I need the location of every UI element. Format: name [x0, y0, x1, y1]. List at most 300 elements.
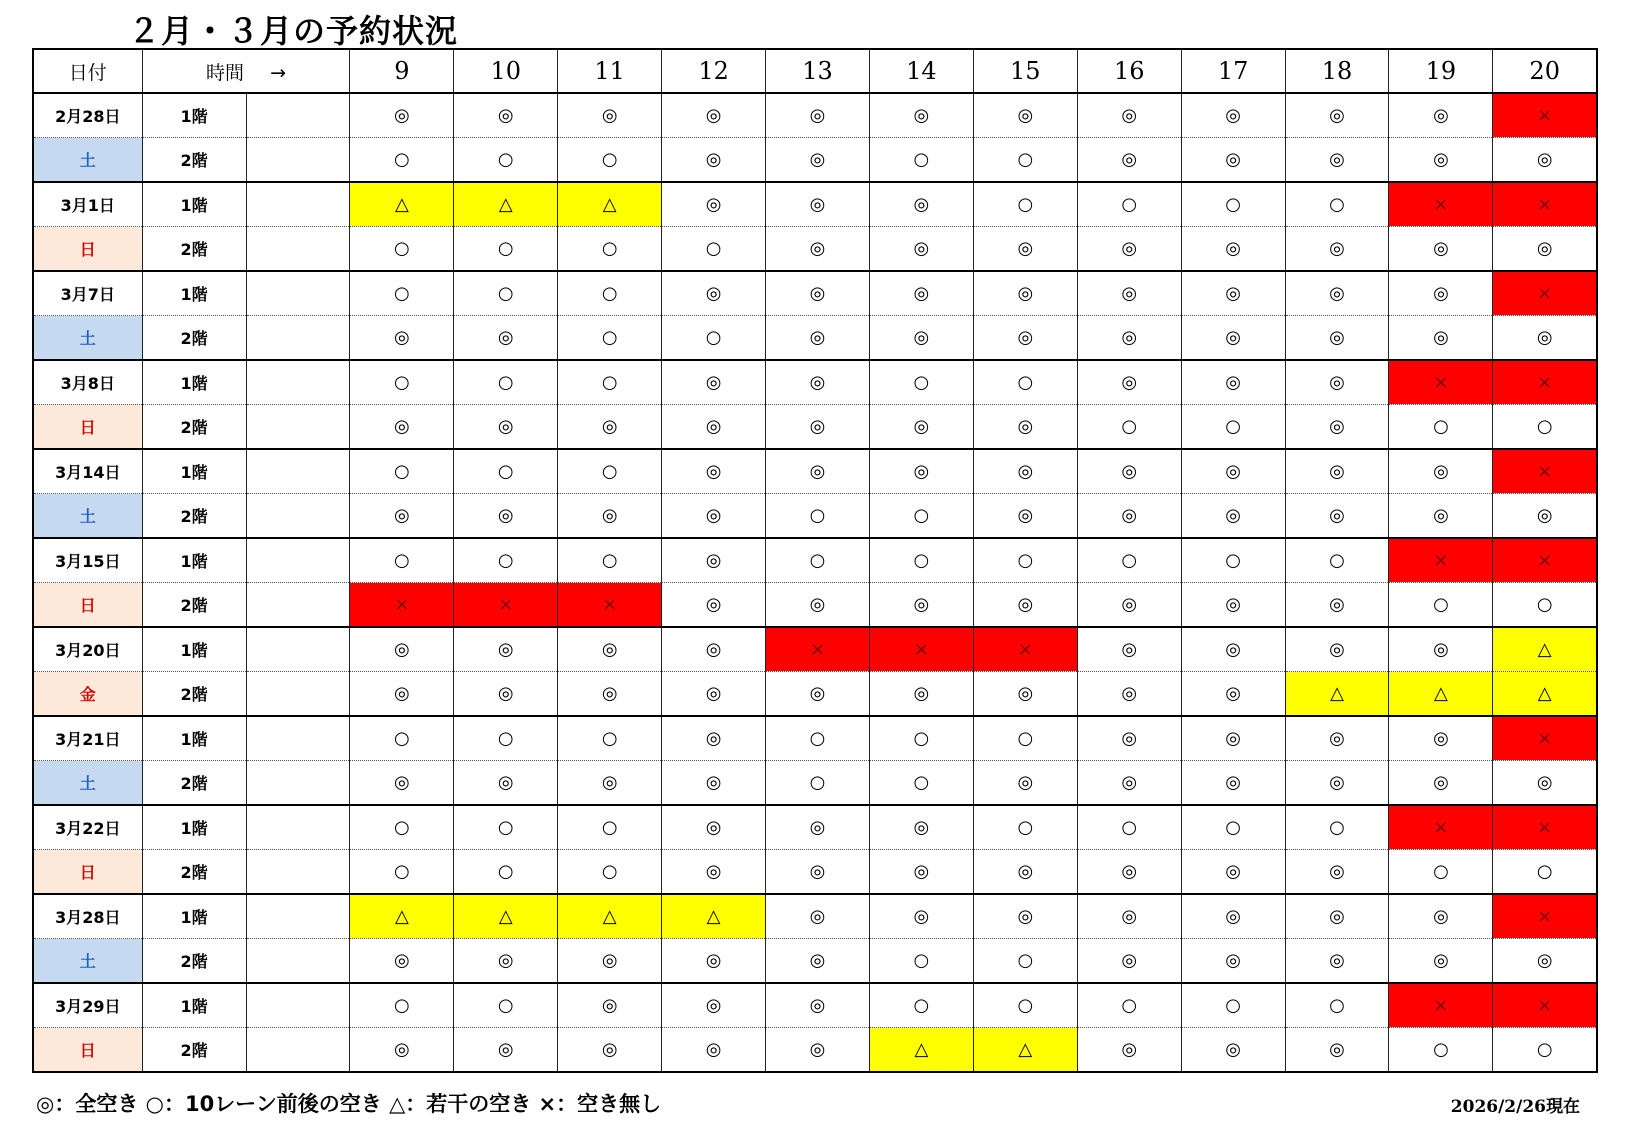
- availability-cell: ◎: [1493, 227, 1597, 272]
- availability-cell: ◎: [662, 672, 766, 717]
- availability-cell: ◎: [766, 894, 870, 939]
- weekday-cell: 土: [33, 316, 142, 361]
- availability-cell: △: [1493, 627, 1597, 672]
- availability-cell: ◎: [869, 850, 973, 895]
- availability-cell: ○: [558, 138, 662, 183]
- schedule-row: [33, 894, 1597, 939]
- availability-cell: ○: [766, 494, 870, 539]
- availability-cell: ×: [1389, 805, 1493, 850]
- availability-cell: ◎: [454, 939, 558, 984]
- reservation-table: [32, 48, 1598, 1073]
- schedule-row: [33, 227, 1597, 272]
- availability-cell: ◎: [1181, 939, 1285, 984]
- availability-cell: ○: [558, 805, 662, 850]
- availability-cell: ◎: [973, 405, 1077, 450]
- spacer-cell: [246, 805, 350, 850]
- availability-cell: ◎: [1181, 316, 1285, 361]
- floor-cell: 2階: [142, 672, 246, 717]
- availability-cell: ◎: [766, 583, 870, 628]
- floor-cell: 2階: [142, 1028, 246, 1073]
- availability-cell: △: [558, 894, 662, 939]
- availability-cell: ◎: [1181, 672, 1285, 717]
- availability-cell: ○: [454, 805, 558, 850]
- availability-cell: ○: [973, 138, 1077, 183]
- schedule-row: [33, 939, 1597, 984]
- availability-cell: △: [1389, 672, 1493, 717]
- time-label: 時間: [206, 61, 245, 84]
- hour-header: 9: [350, 49, 454, 93]
- availability-cell: ◎: [1285, 1028, 1389, 1073]
- availability-cell: ◎: [1077, 761, 1181, 806]
- hour-header: 14: [869, 49, 973, 93]
- availability-cell: ◎: [1077, 271, 1181, 316]
- availability-cell: △: [1285, 672, 1389, 717]
- weekday-cell: 土: [33, 761, 142, 806]
- availability-cell: ◎: [1181, 93, 1285, 138]
- hour-header: 12: [662, 49, 766, 93]
- availability-cell: ○: [1181, 538, 1285, 583]
- availability-cell: ◎: [1077, 939, 1181, 984]
- hour-header: 19: [1389, 49, 1493, 93]
- availability-cell: ○: [1493, 1028, 1597, 1073]
- availability-cell: ○: [1389, 850, 1493, 895]
- availability-cell: ○: [766, 538, 870, 583]
- schedule-row: [33, 449, 1597, 494]
- availability-cell: ◎: [766, 316, 870, 361]
- availability-cell: ○: [350, 271, 454, 316]
- availability-cell: ○: [869, 138, 973, 183]
- availability-cell: ◎: [1389, 93, 1493, 138]
- schedule-row: [33, 672, 1597, 717]
- availability-cell: ◎: [1181, 850, 1285, 895]
- availability-cell: ◎: [1389, 316, 1493, 361]
- schedule-row: [33, 138, 1597, 183]
- availability-cell: ◎: [662, 1028, 766, 1073]
- availability-cell: ×: [766, 627, 870, 672]
- availability-cell: ◎: [1285, 939, 1389, 984]
- availability-cell: ○: [1077, 538, 1181, 583]
- availability-cell: ○: [766, 761, 870, 806]
- availability-cell: ◎: [1493, 494, 1597, 539]
- availability-cell: ◎: [558, 494, 662, 539]
- availability-cell: ○: [973, 983, 1077, 1028]
- availability-cell: ○: [1285, 805, 1389, 850]
- availability-cell: ◎: [973, 672, 1077, 717]
- availability-cell: ◎: [766, 93, 870, 138]
- availability-cell: ○: [454, 716, 558, 761]
- floor-cell: 1階: [142, 360, 246, 405]
- availability-cell: ◎: [869, 227, 973, 272]
- availability-cell: ◎: [350, 1028, 454, 1073]
- availability-cell: ○: [1285, 182, 1389, 227]
- schedule-row: [33, 360, 1597, 405]
- availability-cell: ○: [558, 716, 662, 761]
- availability-cell: ◎: [558, 939, 662, 984]
- page-title: ２月・３月の予約状況: [128, 12, 459, 50]
- availability-cell: ○: [350, 983, 454, 1028]
- weekday-cell: 日: [33, 850, 142, 895]
- availability-cell: ◎: [1077, 449, 1181, 494]
- availability-cell: ○: [1493, 405, 1597, 450]
- availability-cell: ○: [1077, 983, 1181, 1028]
- availability-cell: ◎: [1077, 93, 1181, 138]
- availability-cell: ◎: [1389, 939, 1493, 984]
- availability-cell: ◎: [973, 227, 1077, 272]
- availability-cell: ◎: [1077, 850, 1181, 895]
- availability-cell: ○: [558, 360, 662, 405]
- header-row: [33, 49, 1597, 93]
- availability-cell: ◎: [766, 805, 870, 850]
- floor-cell: 2階: [142, 227, 246, 272]
- availability-cell: ×: [1493, 271, 1597, 316]
- floor-cell: 1階: [142, 271, 246, 316]
- schedule-row: [33, 405, 1597, 450]
- spacer-cell: [246, 405, 350, 450]
- schedule-row: [33, 538, 1597, 583]
- weekday-cell: 金: [33, 672, 142, 717]
- spacer-cell: [246, 449, 350, 494]
- availability-cell: ×: [350, 583, 454, 628]
- availability-cell: ×: [1389, 182, 1493, 227]
- availability-cell: ◎: [1181, 716, 1285, 761]
- availability-cell: △: [350, 894, 454, 939]
- availability-cell: ◎: [1389, 761, 1493, 806]
- spacer-cell: [246, 1028, 350, 1073]
- availability-cell: ◎: [662, 271, 766, 316]
- availability-cell: ◎: [454, 494, 558, 539]
- availability-cell: ◎: [766, 138, 870, 183]
- availability-cell: ○: [558, 227, 662, 272]
- availability-cell: ◎: [766, 1028, 870, 1073]
- spacer-cell: [246, 93, 350, 138]
- availability-cell: ◎: [1077, 227, 1181, 272]
- availability-cell: ◎: [1285, 494, 1389, 539]
- spacer-cell: [246, 672, 350, 717]
- floor-cell: 1階: [142, 627, 246, 672]
- spacer-cell: [246, 538, 350, 583]
- floor-cell: 2階: [142, 850, 246, 895]
- date-cell: 3月14日: [33, 449, 142, 494]
- availability-cell: ◎: [1077, 672, 1181, 717]
- availability-cell: ×: [1493, 93, 1597, 138]
- availability-cell: ◎: [869, 583, 973, 628]
- availability-cell: ◎: [350, 93, 454, 138]
- availability-cell: △: [454, 182, 558, 227]
- schedule-row: [33, 761, 1597, 806]
- floor-cell: 1階: [142, 716, 246, 761]
- weekday-cell: 日: [33, 405, 142, 450]
- hour-header: 20: [1493, 49, 1597, 93]
- availability-cell: ◎: [1077, 1028, 1181, 1073]
- floor-cell: 1階: [142, 93, 246, 138]
- availability-cell: ◎: [662, 538, 766, 583]
- availability-cell: ◎: [869, 405, 973, 450]
- availability-cell: ○: [558, 850, 662, 895]
- date-cell: 3月21日: [33, 716, 142, 761]
- availability-cell: ◎: [973, 271, 1077, 316]
- availability-cell: ◎: [662, 805, 766, 850]
- availability-cell: △: [350, 182, 454, 227]
- availability-cell: ○: [1181, 182, 1285, 227]
- as-of-date: 2026/2/26現在: [1450, 1097, 1580, 1117]
- weekday-cell: 土: [33, 494, 142, 539]
- availability-cell: ◎: [973, 583, 1077, 628]
- schedule-row: [33, 805, 1597, 850]
- availability-cell: ◎: [350, 672, 454, 717]
- weekday-cell: 日: [33, 227, 142, 272]
- availability-cell: ◎: [1181, 761, 1285, 806]
- availability-cell: ◎: [350, 627, 454, 672]
- schedule-row: [33, 627, 1597, 672]
- availability-cell: ○: [454, 983, 558, 1028]
- availability-cell: ×: [1389, 360, 1493, 405]
- schedule-row: [33, 716, 1597, 761]
- availability-cell: ○: [1077, 805, 1181, 850]
- availability-cell: ◎: [869, 805, 973, 850]
- date-cell: 3月1日: [33, 182, 142, 227]
- floor-cell: 2階: [142, 316, 246, 361]
- availability-cell: ◎: [1285, 227, 1389, 272]
- schedule-body: [33, 93, 1597, 1072]
- arrow-right-icon: →: [270, 61, 286, 84]
- schedule-row: [33, 850, 1597, 895]
- availability-cell: ○: [350, 850, 454, 895]
- availability-cell: ○: [869, 939, 973, 984]
- availability-cell: ◎: [869, 449, 973, 494]
- date-cell: 3月22日: [33, 805, 142, 850]
- availability-cell: ◎: [1181, 894, 1285, 939]
- availability-cell: ×: [1493, 894, 1597, 939]
- availability-cell: △: [558, 182, 662, 227]
- availability-cell: ○: [454, 449, 558, 494]
- availability-cell: ◎: [1077, 494, 1181, 539]
- availability-cell: ◎: [1077, 138, 1181, 183]
- spacer-cell: [246, 716, 350, 761]
- floor-cell: 1階: [142, 805, 246, 850]
- availability-cell: ◎: [1285, 316, 1389, 361]
- availability-cell: ◎: [350, 494, 454, 539]
- availability-cell: ◎: [1285, 405, 1389, 450]
- availability-cell: ○: [350, 538, 454, 583]
- date-cell: 3月7日: [33, 271, 142, 316]
- availability-cell: ◎: [454, 1028, 558, 1073]
- availability-cell: ◎: [558, 672, 662, 717]
- availability-cell: ◎: [869, 894, 973, 939]
- availability-cell: ◎: [766, 850, 870, 895]
- availability-cell: △: [454, 894, 558, 939]
- schedule-row: [33, 93, 1597, 138]
- availability-cell: ○: [1493, 583, 1597, 628]
- availability-cell: ◎: [1493, 939, 1597, 984]
- availability-cell: ×: [973, 627, 1077, 672]
- schedule-row: [33, 316, 1597, 361]
- availability-cell: ◎: [1181, 1028, 1285, 1073]
- schedule-row: [33, 494, 1597, 539]
- availability-cell: ○: [1181, 983, 1285, 1028]
- availability-cell: ◎: [1181, 360, 1285, 405]
- availability-cell: ◎: [558, 627, 662, 672]
- availability-cell: ○: [1181, 805, 1285, 850]
- availability-cell: ◎: [350, 316, 454, 361]
- spacer-cell: [246, 627, 350, 672]
- availability-cell: ◎: [1285, 894, 1389, 939]
- availability-cell: ◎: [1285, 716, 1389, 761]
- hour-header: 11: [558, 49, 662, 93]
- availability-cell: ○: [454, 360, 558, 405]
- availability-cell: ○: [1389, 405, 1493, 450]
- floor-cell: 1階: [142, 983, 246, 1028]
- availability-cell: ○: [558, 316, 662, 361]
- availability-cell: ○: [973, 182, 1077, 227]
- availability-cell: ◎: [869, 182, 973, 227]
- availability-cell: ○: [1285, 983, 1389, 1028]
- hour-header: 15: [973, 49, 1077, 93]
- availability-cell: ×: [1493, 538, 1597, 583]
- availability-cell: ◎: [1077, 316, 1181, 361]
- spacer-cell: [246, 850, 350, 895]
- spacer-cell: [246, 271, 350, 316]
- availability-cell: ◎: [766, 227, 870, 272]
- availability-cell: ◎: [973, 316, 1077, 361]
- availability-cell: ◎: [766, 405, 870, 450]
- availability-cell: ○: [350, 138, 454, 183]
- availability-cell: ◎: [1389, 449, 1493, 494]
- availability-cell: △: [1493, 672, 1597, 717]
- availability-cell: ◎: [1389, 138, 1493, 183]
- availability-cell: ◎: [1181, 227, 1285, 272]
- floor-cell: 2階: [142, 494, 246, 539]
- availability-cell: ◎: [1285, 138, 1389, 183]
- availability-cell: ◎: [1493, 761, 1597, 806]
- floor-cell: 1階: [142, 449, 246, 494]
- availability-cell: ◎: [1389, 271, 1493, 316]
- hour-header: 17: [1181, 49, 1285, 93]
- availability-cell: ◎: [1285, 360, 1389, 405]
- availability-cell: ◎: [662, 627, 766, 672]
- availability-cell: ○: [869, 494, 973, 539]
- availability-cell: ◎: [662, 360, 766, 405]
- availability-cell: ◎: [973, 894, 1077, 939]
- availability-cell: ○: [454, 850, 558, 895]
- availability-cell: ◎: [1285, 449, 1389, 494]
- availability-cell: ◎: [1285, 627, 1389, 672]
- date-cell: 3月29日: [33, 983, 142, 1028]
- weekday-cell: 土: [33, 939, 142, 984]
- availability-cell: ○: [973, 939, 1077, 984]
- availability-cell: ◎: [558, 405, 662, 450]
- availability-cell: ◎: [454, 93, 558, 138]
- availability-cell: ○: [558, 538, 662, 583]
- availability-cell: ◎: [1181, 627, 1285, 672]
- availability-cell: ◎: [1181, 138, 1285, 183]
- availability-cell: ○: [869, 716, 973, 761]
- availability-cell: ○: [1077, 405, 1181, 450]
- schedule-row: [33, 983, 1597, 1028]
- spacer-cell: [246, 227, 350, 272]
- availability-cell: ×: [558, 583, 662, 628]
- availability-cell: ◎: [869, 672, 973, 717]
- availability-cell: ◎: [1493, 138, 1597, 183]
- date-cell: 3月28日: [33, 894, 142, 939]
- availability-cell: ◎: [662, 939, 766, 984]
- availability-cell: ◎: [350, 939, 454, 984]
- availability-cell: ◎: [1181, 583, 1285, 628]
- availability-cell: ×: [1493, 983, 1597, 1028]
- availability-cell: ○: [973, 805, 1077, 850]
- availability-cell: ×: [454, 583, 558, 628]
- availability-cell: ◎: [662, 761, 766, 806]
- time-column-header: [142, 49, 350, 93]
- availability-cell: ◎: [766, 983, 870, 1028]
- availability-cell: ○: [454, 538, 558, 583]
- availability-cell: ◎: [766, 360, 870, 405]
- availability-cell: ◎: [1285, 761, 1389, 806]
- availability-cell: ◎: [558, 761, 662, 806]
- spacer-cell: [246, 316, 350, 361]
- availability-cell: ◎: [454, 316, 558, 361]
- floor-cell: 2階: [142, 761, 246, 806]
- availability-cell: ◎: [1285, 583, 1389, 628]
- availability-cell: ◎: [973, 850, 1077, 895]
- availability-cell: ◎: [1181, 449, 1285, 494]
- availability-cell: ◎: [1077, 627, 1181, 672]
- floor-cell: 2階: [142, 939, 246, 984]
- schedule-row: [33, 583, 1597, 628]
- availability-cell: ◎: [766, 939, 870, 984]
- availability-cell: ◎: [350, 405, 454, 450]
- date-cell: 2月28日: [33, 93, 142, 138]
- availability-cell: ×: [1493, 182, 1597, 227]
- availability-cell: ◎: [662, 716, 766, 761]
- hour-header: 18: [1285, 49, 1389, 93]
- availability-cell: ◎: [973, 449, 1077, 494]
- availability-cell: ×: [1389, 538, 1493, 583]
- availability-cell: ◎: [558, 983, 662, 1028]
- availability-cell: ◎: [1285, 850, 1389, 895]
- availability-cell: ◎: [766, 449, 870, 494]
- availability-cell: ◎: [1077, 716, 1181, 761]
- availability-cell: ×: [1389, 983, 1493, 1028]
- availability-cell: ○: [350, 805, 454, 850]
- date-cell: 3月8日: [33, 360, 142, 405]
- floor-cell: 1階: [142, 538, 246, 583]
- availability-cell: ◎: [1181, 271, 1285, 316]
- floor-cell: 2階: [142, 405, 246, 450]
- availability-cell: ○: [973, 716, 1077, 761]
- availability-cell: ○: [558, 271, 662, 316]
- availability-cell: ×: [1493, 716, 1597, 761]
- availability-cell: ○: [1389, 1028, 1493, 1073]
- availability-cell: △: [973, 1028, 1077, 1073]
- schedule-row: [33, 271, 1597, 316]
- availability-cell: ◎: [350, 761, 454, 806]
- spacer-cell: [246, 583, 350, 628]
- spacer-cell: [246, 138, 350, 183]
- availability-cell: ◎: [766, 271, 870, 316]
- availability-cell: ○: [869, 538, 973, 583]
- availability-cell: ◎: [1389, 494, 1493, 539]
- floor-cell: 1階: [142, 182, 246, 227]
- hour-header: 13: [766, 49, 870, 93]
- availability-cell: ◎: [454, 672, 558, 717]
- availability-cell: ○: [973, 538, 1077, 583]
- availability-cell: ◎: [454, 405, 558, 450]
- availability-cell: ○: [1389, 583, 1493, 628]
- availability-cell: ○: [1077, 182, 1181, 227]
- spacer-cell: [246, 761, 350, 806]
- weekday-cell: 土: [33, 138, 142, 183]
- spacer-cell: [246, 494, 350, 539]
